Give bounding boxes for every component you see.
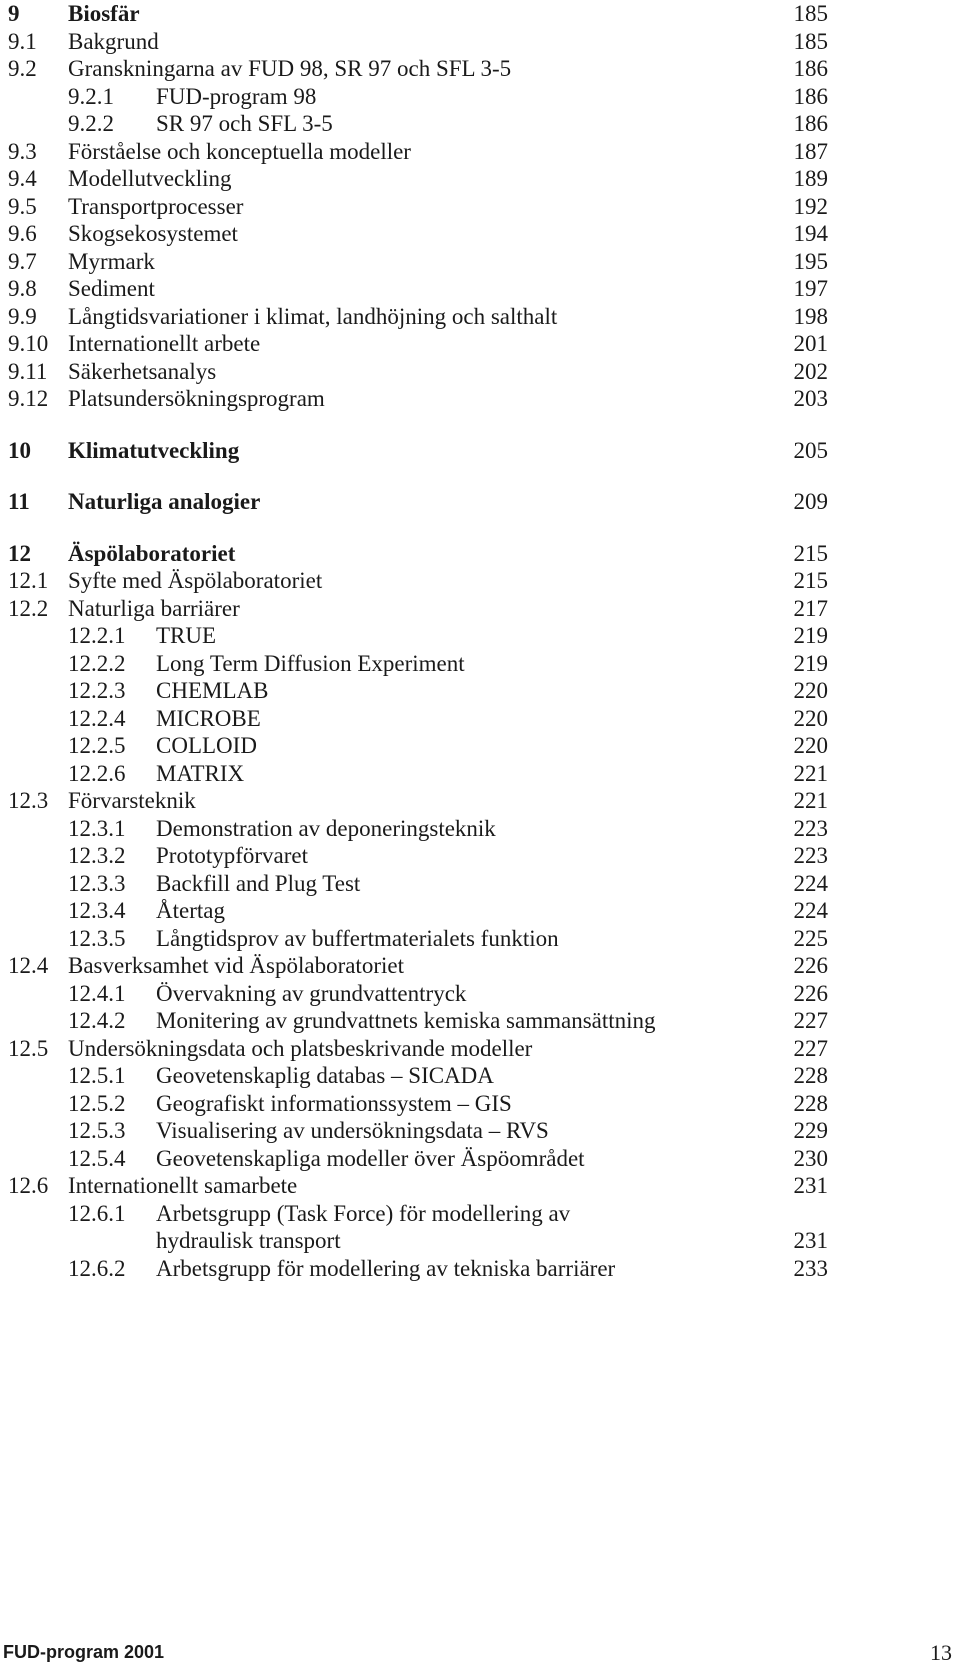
toc-entry	[0, 539, 960, 568]
toc-number: 12.3.1	[68, 815, 126, 841]
toc-page-number: 205	[793, 437, 828, 463]
toc-title: Platsundersökningsprogram	[68, 386, 325, 411]
toc-page-number: 233	[793, 1255, 828, 1281]
toc-page-number: 219	[793, 650, 828, 676]
toc-number: 12.2.6	[68, 760, 126, 786]
toc-title: Naturliga barriärer	[68, 595, 240, 621]
toc-entry	[0, 302, 960, 331]
toc-number: 9.8	[8, 276, 37, 301]
toc-entry	[0, 1144, 960, 1173]
toc-page-number: 202	[793, 358, 828, 384]
toc-title: Klimatutveckling	[68, 437, 240, 463]
toc-title: Sediment	[68, 276, 155, 301]
toc-page-number: 227	[793, 1008, 828, 1033]
toc-title: Geografiskt informationssystem – GIS	[156, 1090, 512, 1116]
toc-title: Arbetsgrupp för modellering av tekniska barriärer	[156, 1255, 616, 1281]
toc-number: 9.2.2	[68, 111, 114, 136]
toc-entry	[0, 274, 960, 303]
toc-title: CHEMLAB	[156, 678, 269, 703]
toc-number: 9.9	[8, 303, 37, 329]
toc-entry	[0, 164, 960, 193]
toc-entry	[0, 924, 960, 953]
toc-title: Skogsekosystemet	[68, 221, 238, 246]
toc-number: 12.2	[8, 595, 49, 621]
toc-page-number: 220	[793, 705, 828, 731]
toc-number: 12.3.4	[68, 898, 126, 923]
toc-number: 12.5.2	[68, 1090, 126, 1116]
toc-number: 9.10	[8, 331, 49, 356]
toc-entry	[0, 137, 960, 166]
toc-page-number: 185	[793, 28, 828, 54]
toc-entry	[0, 1089, 960, 1118]
toc-page-number: 226	[793, 953, 828, 978]
toc-title: MICROBE	[156, 705, 261, 731]
toc-entry	[0, 357, 960, 386]
toc-number: 12.4.2	[68, 1008, 126, 1033]
toc-page-number: 215	[793, 540, 828, 566]
toc-page-number: 197	[793, 276, 828, 301]
toc-entry	[0, 0, 960, 28]
toc-number: 12.2.2	[68, 650, 126, 676]
toc-title: Äspölaboratoriet	[68, 540, 236, 566]
toc-page-number: 217	[793, 595, 828, 621]
toc-title: Syfte med Äspölaboratoriet	[68, 568, 323, 593]
toc-title: Modellutveckling	[68, 166, 232, 191]
toc-title: Internationellt arbete	[68, 331, 261, 356]
toc-page-number: 223	[793, 815, 828, 841]
toc-page-number: 219	[793, 623, 828, 648]
toc-title: Geovetenskapliga modeller över Äspöområdet	[156, 1145, 585, 1171]
toc-page-number: 186	[793, 56, 828, 81]
toc-entry	[0, 1226, 960, 1255]
toc-title: Demonstration av deponeringsteknik	[156, 815, 496, 841]
toc-entry	[0, 487, 960, 516]
toc-entry	[0, 676, 960, 705]
toc-number: 9.12	[8, 386, 49, 411]
toc-number: 9.4	[8, 166, 37, 191]
toc-entry	[0, 54, 960, 83]
toc-entry	[0, 786, 960, 815]
toc-title: MATRIX	[156, 760, 245, 786]
toc-number: 12.4.1	[68, 980, 126, 1006]
toc-entry	[0, 759, 960, 788]
toc-number: 12.2.3	[68, 678, 126, 703]
toc-number: 12.5.3	[68, 1118, 126, 1143]
toc-title: Arbetsgrupp (Task Force) för modellering av	[156, 1200, 571, 1226]
toc-page-number: 215	[793, 568, 828, 593]
toc-number: 12.3.2	[68, 843, 126, 868]
toc-number: 9.11	[8, 358, 48, 384]
toc-number: 12.2.5	[68, 733, 126, 758]
toc-number: 9.6	[8, 221, 37, 246]
toc-number: 12.5.4	[68, 1145, 126, 1171]
toc-title: Backfill and Plug Test	[156, 870, 361, 896]
toc-title: Internationellt samarbete	[68, 1173, 298, 1198]
toc-page-number: 228	[793, 1090, 828, 1116]
toc-page-number: 229	[793, 1118, 828, 1143]
toc-title: hydraulisk transport	[156, 1228, 341, 1253]
page-footer	[0, 1640, 960, 1670]
toc-page-number: 224	[793, 898, 828, 923]
toc-title: Geovetenskaplig databas – SICADA	[156, 1063, 494, 1088]
toc-number: 9.7	[8, 248, 37, 274]
toc-number: 12.4	[8, 953, 49, 978]
toc-number: 12.5	[8, 1035, 49, 1061]
toc-number: 10	[8, 437, 31, 463]
toc-page-number: 230	[793, 1145, 828, 1171]
toc-page-number: 226	[793, 980, 828, 1006]
toc-page-number: 221	[793, 760, 828, 786]
toc-entry	[0, 192, 960, 221]
toc-number: 9.2.1	[68, 83, 114, 109]
toc-page-number: 198	[793, 303, 828, 329]
toc-title: SR 97 och SFL 3-5	[156, 111, 333, 136]
toc-entry	[0, 329, 960, 358]
toc-title: Förvarsteknik	[68, 788, 196, 813]
toc-title: Återtag	[156, 898, 225, 923]
toc-entry	[0, 1034, 960, 1063]
toc-number: 9	[8, 1, 20, 26]
toc-title: Bakgrund	[68, 28, 159, 54]
toc-page-number: 220	[793, 733, 828, 758]
toc-entry	[0, 1171, 960, 1200]
toc-entry	[0, 436, 960, 465]
toc-entry	[0, 814, 960, 843]
toc-title: Prototypförvaret	[156, 843, 309, 868]
toc-number: 12.2.1	[68, 623, 126, 648]
toc-entry	[0, 1254, 960, 1283]
toc-page-number: 228	[793, 1063, 828, 1088]
toc-title: TRUE	[156, 623, 217, 648]
toc-entry	[0, 27, 960, 56]
toc-title: Förståelse och konceptuella modeller	[68, 138, 411, 164]
toc-page-number: 194	[793, 221, 828, 246]
toc-entry	[0, 82, 960, 111]
toc-page-number: 186	[793, 111, 828, 136]
toc-page-number: 187	[793, 138, 828, 164]
toc-number: 12.3.3	[68, 870, 126, 896]
toc-page-number: 231	[793, 1228, 828, 1253]
toc-entry	[0, 841, 960, 870]
toc-number: 12.6.2	[68, 1255, 126, 1281]
toc-title: Basverksamhet vid Äspölaboratoriet	[68, 953, 404, 978]
toc-page-number: 189	[793, 166, 828, 191]
toc-number: 12.3	[8, 788, 49, 813]
toc-entry	[0, 896, 960, 925]
toc-number: 12	[8, 540, 31, 566]
toc-entry	[0, 649, 960, 678]
toc-number: 9.1	[8, 28, 37, 54]
toc-entry	[0, 1061, 960, 1090]
page-number: 13	[930, 1640, 952, 1665]
toc-page-number: 186	[793, 83, 828, 109]
toc-page-number: 231	[793, 1173, 828, 1198]
toc-entry	[0, 1006, 960, 1035]
toc-entry	[0, 869, 960, 898]
toc-page-number: 225	[793, 925, 828, 951]
toc-page-number: 221	[793, 788, 828, 813]
toc-page-number: 201	[793, 331, 828, 356]
toc-number: 11	[8, 489, 30, 514]
footer-title: FUD-program 2001	[3, 1642, 165, 1662]
toc-entry	[0, 594, 960, 623]
toc-page-number: 223	[793, 843, 828, 868]
toc-title: Naturliga analogier	[68, 489, 261, 514]
toc-page-number: 220	[793, 678, 828, 703]
toc-entry	[0, 704, 960, 733]
toc-entry	[0, 621, 960, 650]
toc-title: Långtidsvariationer i klimat, landhöjning och salthalt	[68, 303, 558, 329]
toc-entry	[0, 1116, 960, 1145]
toc-title: Långtidsprov av buffertmaterialets funktion	[156, 925, 559, 951]
toc-title: Long Term Diffusion Experiment	[156, 650, 465, 676]
toc-page-number: 185	[793, 1, 828, 26]
toc-entry	[0, 1199, 960, 1228]
toc-title: COLLOID	[156, 733, 257, 758]
toc-title: Monitering av grundvattnets kemiska sammansättning	[156, 1008, 656, 1033]
toc-number: 12.3.5	[68, 925, 126, 951]
toc-number: 12.5.1	[68, 1063, 126, 1088]
toc-page-number: 224	[793, 870, 828, 896]
toc-title: Säkerhetsanalys	[68, 358, 217, 384]
toc-number: 9.3	[8, 138, 37, 164]
toc-title: Övervakning av grundvattentryck	[156, 980, 467, 1006]
toc-number: 12.2.4	[68, 705, 126, 731]
toc-title: Myrmark	[68, 248, 155, 274]
toc-page-number: 192	[793, 193, 828, 219]
toc-page-number: 227	[793, 1035, 828, 1061]
toc-title: Granskningarna av FUD 98, SR 97 och SFL 3-5	[68, 56, 512, 81]
toc-page-number: 209	[793, 489, 828, 514]
toc-entry	[0, 109, 960, 138]
toc-title: Visualisering av undersökningsdata – RVS	[156, 1118, 549, 1143]
toc-entry	[0, 384, 960, 413]
toc-number: 12.1	[8, 568, 49, 593]
toc-title: Transportprocesser	[68, 193, 244, 219]
toc-page-number: 203	[793, 386, 828, 411]
toc-page-number: 195	[793, 248, 828, 274]
toc-entry	[0, 979, 960, 1008]
toc-title: FUD-program 98	[156, 83, 317, 109]
toc-entry	[0, 566, 960, 595]
toc-entry	[0, 951, 960, 980]
toc-entry	[0, 219, 960, 248]
toc-entry	[0, 247, 960, 276]
toc-number: 9.5	[8, 193, 37, 219]
toc-number: 12.6.1	[68, 1200, 126, 1226]
toc-entry	[0, 731, 960, 760]
toc-number: 9.2	[8, 56, 37, 81]
toc-title: Undersökningsdata och platsbeskrivande modeller	[68, 1035, 533, 1061]
toc-title: Biosfär	[68, 1, 140, 26]
toc-number: 12.6	[8, 1173, 49, 1198]
